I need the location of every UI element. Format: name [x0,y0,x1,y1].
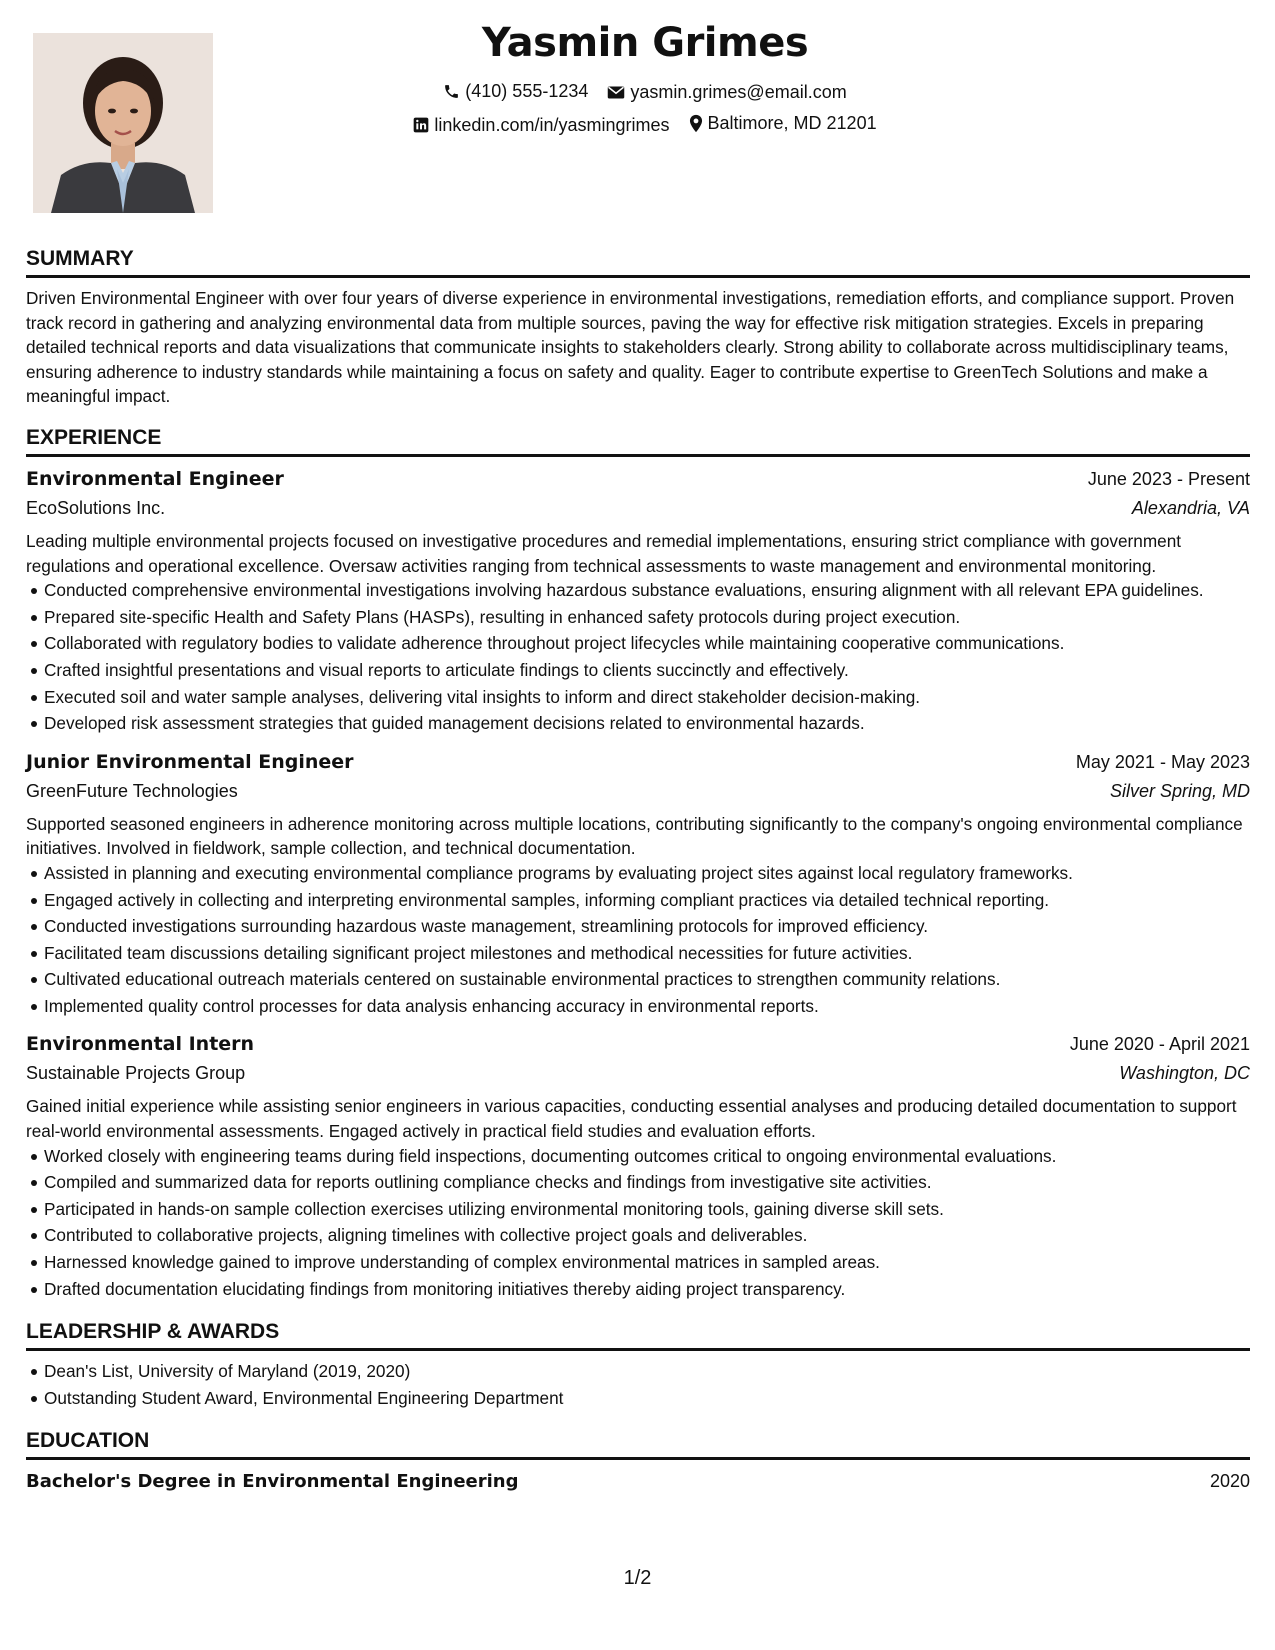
list-item: Harnessed knowledge gained to improve understanding of complex environmental matrices in sampled areas. [44,1250,1250,1274]
contact-location [689,113,877,134]
award-list [26,1359,1250,1410]
linkedin-text[interactable]: linkedin.com/in/yasmingrimes [434,114,670,135]
list-item: Cultivated educational outreach materials centered on sustainable environmental practices to strengthen community relations. [44,967,1250,991]
email-text[interactable]: yasmin.grimes@email.com [630,82,847,102]
contact-email[interactable] [607,82,846,103]
section-divider [26,1457,1250,1460]
phone-text: (410) 555-1234 [465,81,589,101]
phone-icon [443,83,460,100]
job-dates: May 2021 - May 2023 [1075,751,1250,772]
list-item: Contributed to collaborative projects, aligning timelines with collective project goals and deliverables. [44,1223,1250,1247]
list-item: Conducted investigations surrounding hazardous waste management, streamlining protocols for improved efficiency. [44,914,1250,938]
job-company: Sustainable Projects Group [26,1063,246,1084]
job-location: Washington, DC [1119,1063,1250,1084]
list-item: Executed soil and water sample analyses, delivering vital insights to inform and direct stakeholder decision-making. [44,685,1250,709]
envelope-icon [607,85,625,100]
list-item: Drafted documentation elucidating findings from monitoring initiatives thereby aiding project transparency. [44,1277,1250,1301]
job-title: Junior Environmental Engineer [26,750,354,773]
education-section [26,1428,1250,1495]
job-bullets [26,578,1250,735]
list-item: Implemented quality control processes for data analysis enhancing accuracy in environmental reports. [44,994,1250,1018]
contact-phone [443,81,588,102]
section-title-experience: EXPERIENCE [26,425,162,449]
list-item: Outstanding Student Award, Environmental Engineering Department [44,1386,1250,1410]
list-item: Participated in hands-on sample collection exercises utilizing environmental monitoring tools, gaining diverse skill sets. [44,1197,1250,1221]
job-company: EcoSolutions Inc. [26,497,166,518]
location-text: Baltimore, MD 21201 [707,113,877,133]
job-description: Leading multiple environmental projects focused on investigative procedures and remedial implementations, ensuring strict compliance with government regulations and operational excellence. Oversaw activities ranging from technical assessments to waste management and environmental monitoring. [26,530,1182,576]
section-divider [26,275,1250,278]
section-divider [26,454,1250,457]
contact-linkedin[interactable] [413,115,669,136]
summary-text: Driven Environmental Engineer with over four years of diverse experience in environmental investigations, remediation efforts, and compliance support. Proven track record in gathering and analyzing environmental data from multiple sources, paving the way for effective risk mitigation strategies. Excels in preparing detailed technical reports and data visualizations that communicate insights to stakeholders clearly. Strong ability to collaborate across multidisciplinary teams, ensuring adherence to industry standards while maintaining a focus on safety and quality. Eager to contribute expertise to GreenTech Solutions and make a meaningful impact. [26,288,1235,407]
linkedin-icon [413,117,429,133]
leadership-section [26,1319,1250,1410]
job-title: Environmental Engineer [26,467,284,490]
profile-photo [33,33,213,213]
list-item: Prepared site-specific Health and Safety Plans (HASPs), resulting in enhanced safety protocols during project execution. [44,605,1250,629]
job-location: Alexandria, VA [1131,497,1250,518]
job-bullets [26,1144,1250,1301]
list-item: Assisted in planning and executing environmental compliance programs by evaluating project sites against local regulatory frameworks. [44,861,1250,885]
section-title-summary: SUMMARY [26,247,134,270]
job-company: GreenFuture Technologies [26,780,238,801]
job-title: Environmental Intern [26,1033,255,1056]
list-item: Compiled and summarized data for reports outlining compliance checks and findings from investigative site activities. [44,1170,1250,1194]
section-title-education: EDUCATION [26,1429,150,1453]
degree-title: Bachelor's Degree in Environmental Engineering [26,1471,519,1493]
section-title-leadership: LEADERSHIP & AWARDS [26,1320,280,1344]
contact-row-1 [300,81,990,105]
list-item: Crafted insightful presentations and visual reports to articulate findings to clients succinctly and effectively. [44,658,1250,682]
candidate-name: Yasmin Grimes [481,20,809,66]
contact-row-2 [300,113,990,138]
list-item: Conducted comprehensive environmental investigations involving hazardous substance evaluations, ensuring alignment with all relevant EPA guidelines. [44,578,1250,602]
list-item: Collaborated with regulatory bodies to validate adherence throughout project lifecycles while maintaining cooperative communications. [44,631,1250,655]
job-bullets [26,861,1250,1018]
job-entry [26,1030,1250,1300]
summary-section [26,246,1250,409]
list-item: Facilitated team discussions detailing significant project milestones and methodical necessities for future activities. [44,941,1250,965]
list-item: Engaged actively in collecting and interpreting environmental samples, informing compliant practices via detailed technical reporting. [44,888,1250,912]
job-dates: June 2023 - Present [1087,468,1250,489]
list-item: Dean's List, University of Maryland (2019, 2020) [44,1359,1250,1383]
list-item: Worked closely with engineering teams during field inspections, documenting outcomes critical to ongoing environmental evaluations. [44,1144,1250,1168]
resume-content [26,246,1250,1495]
list-item: Developed risk assessment strategies that guided management decisions related to environmental hazards. [44,711,1250,735]
job-entry [26,465,1250,735]
job-entry [26,748,1250,1018]
section-divider [26,1348,1250,1351]
job-location: Silver Spring, MD [1109,780,1250,801]
job-description: Supported seasoned engineers in adherence monitoring across multiple locations, contributing significantly to the company's ongoing environmental compliance initiatives. Involved in fieldwork, sample collection, and technical documentation. [26,813,1243,859]
page-number: 1/2 [623,1567,652,1589]
job-description: Gained initial experience while assisting senior engineers in various capacities, conducting essential analyses and producing detailed documentation to support real-world environmental assessments. Engaged actively in practical field studies and evaluation efforts. [26,1096,1237,1142]
map-pin-icon [689,114,703,133]
experience-section [26,425,1250,1301]
degree-year: 2020 [1209,1471,1250,1492]
job-dates: June 2020 - April 2021 [1069,1034,1250,1055]
